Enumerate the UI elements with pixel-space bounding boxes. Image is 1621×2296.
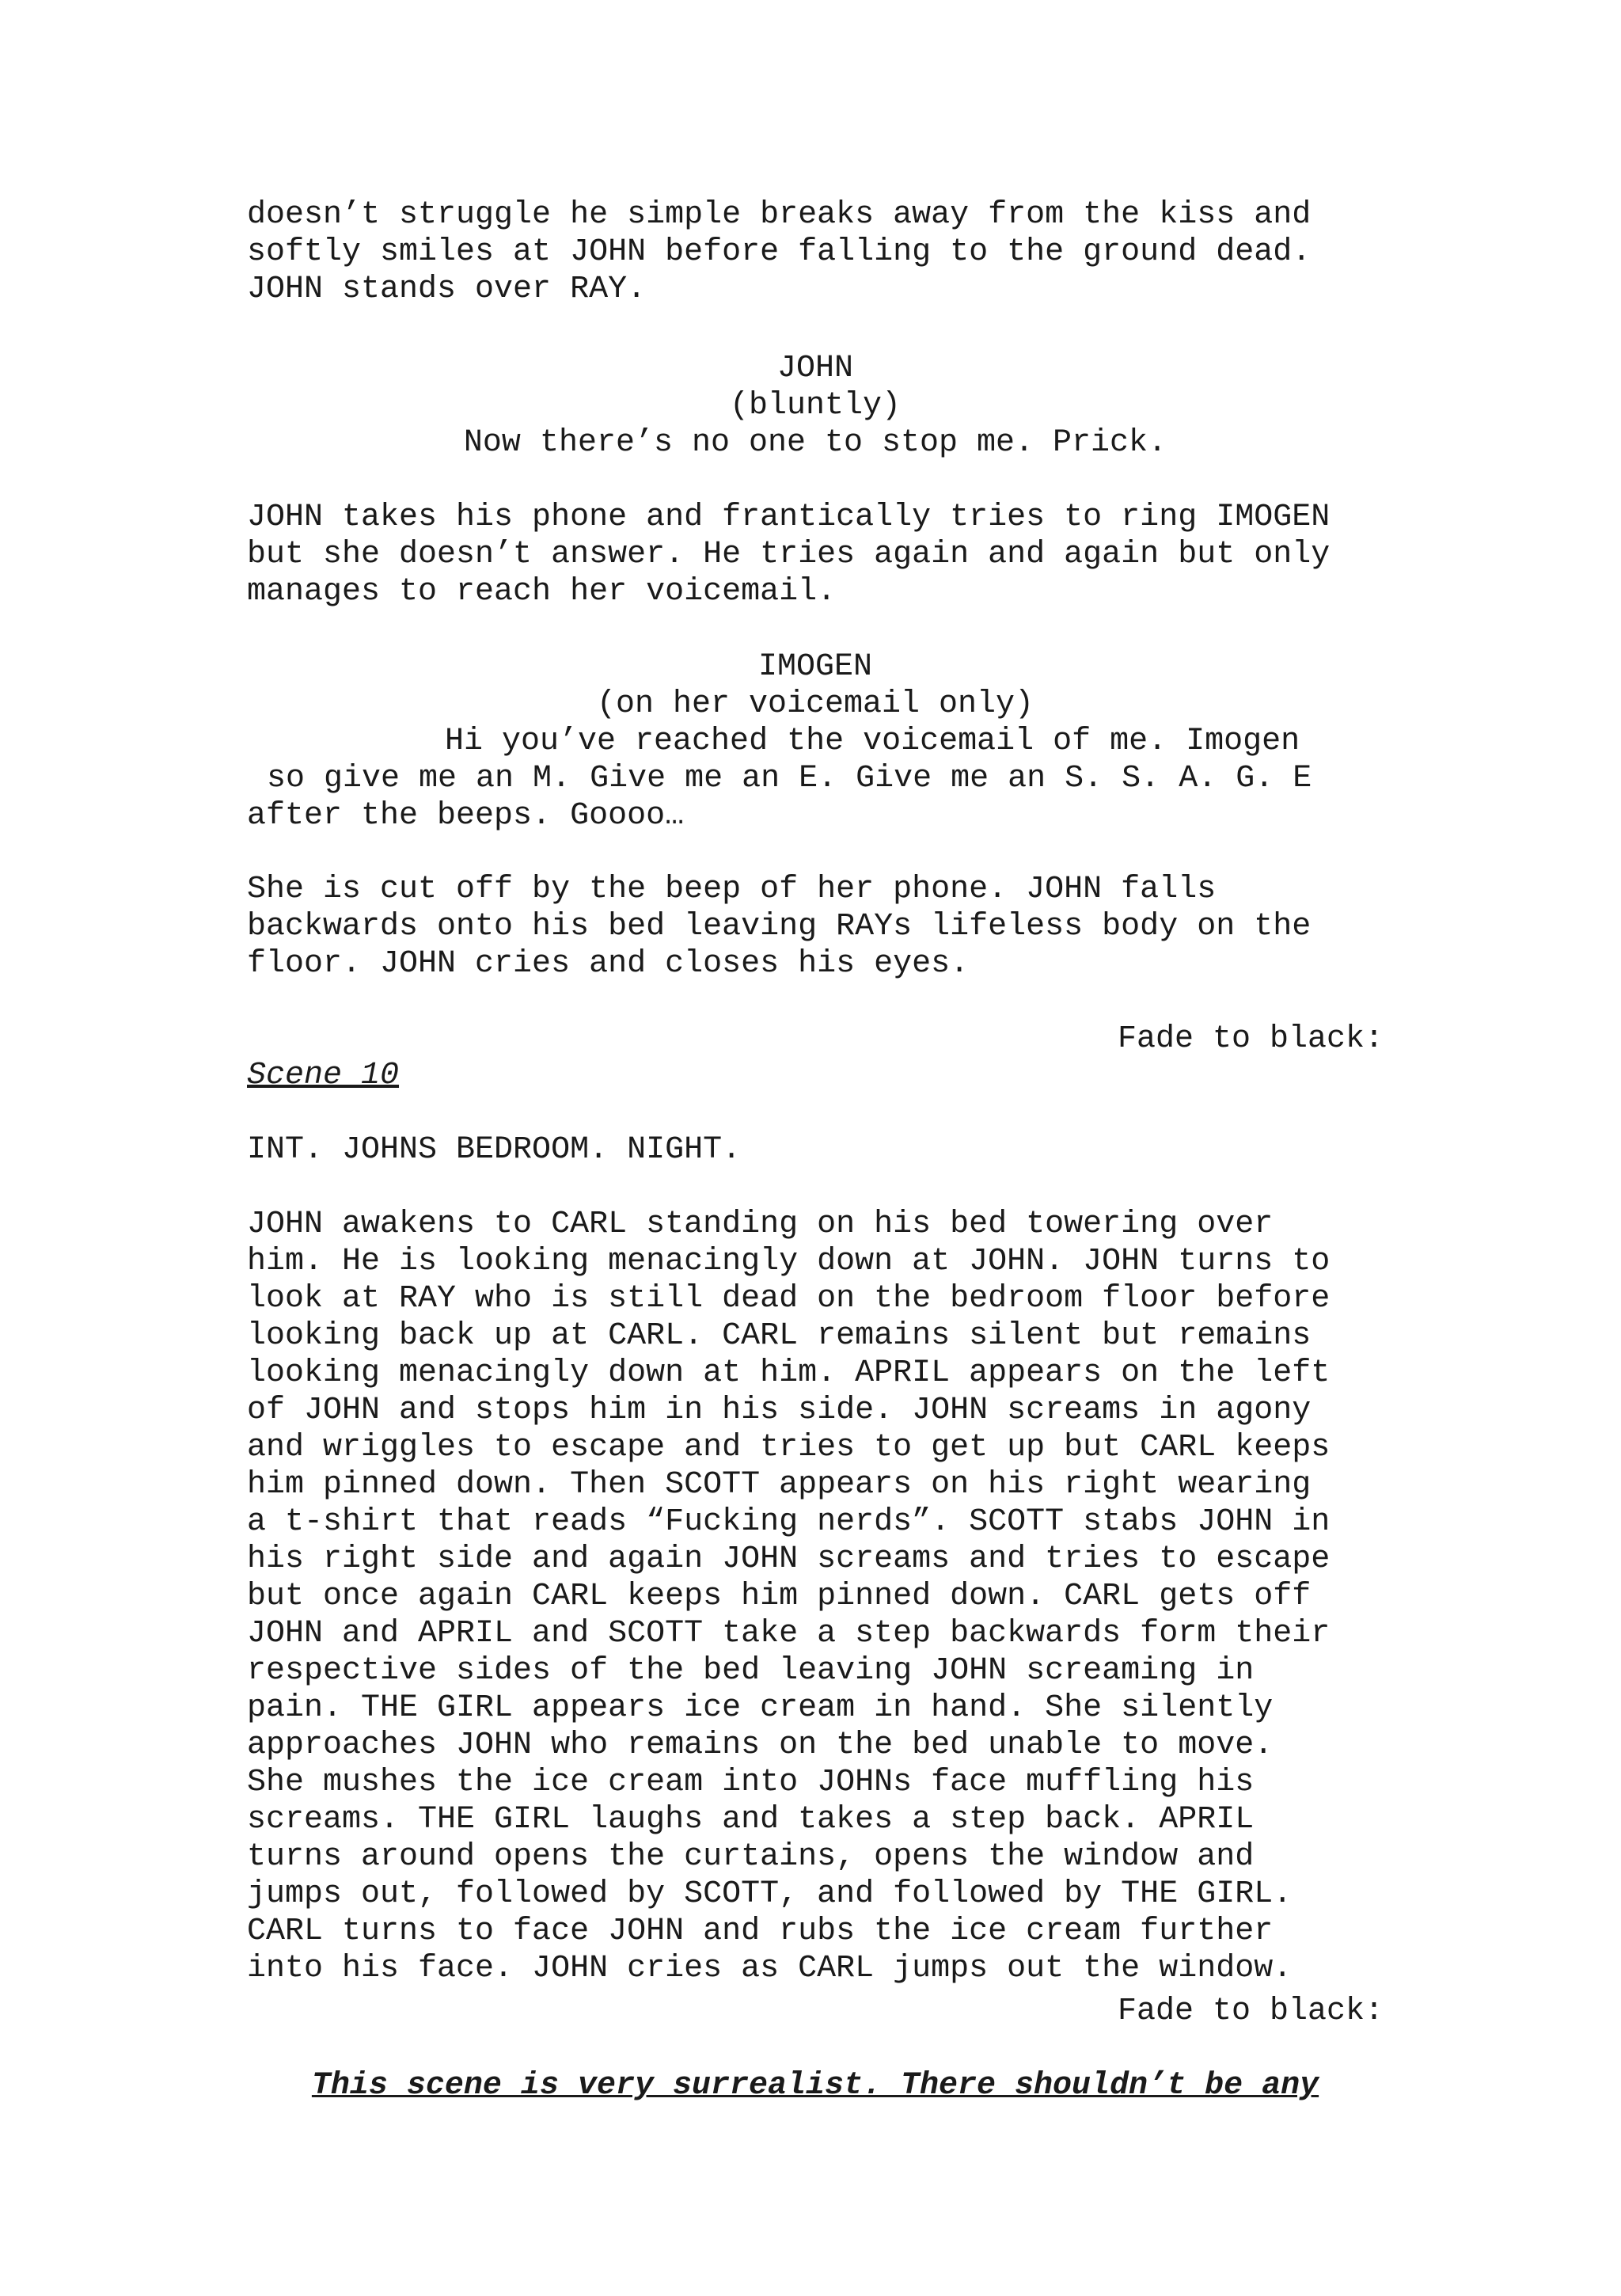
character-cue-imogen: IMOGEN [757,649,873,685]
action-opening: doesn’t struggle he simple breaks away from the kiss and softly smiles at JOHN before falling to the ground dead. JOHN stands over RAY. [247,197,1312,307]
transition-fade-1: Fade to black: [1117,1021,1384,1057]
slugline: INT. JOHNS BEDROOM. NIGHT. [247,1132,742,1168]
director-note: This scene is very surrealist. There shouldn’t be any [311,2068,1319,2104]
action-beep: She is cut off by the beep of her phone. JOHN falls backwards onto his bed leaving RAYs lifeless body on the floor. JOHN cries and closes his eyes. [247,872,1312,982]
parenthetical-john: (bluntly) [729,388,902,424]
action-scene-10: JOHN awakens to CARL standing on his bed towering over him. He is looking menacingly down at JOHN. JOHN turns to look at RAY who is still dead on the bedroom floor before looking back up at CARL. CARL remains silent but remains looking menacingly down at him. APRIL appears on the left of JOHN and stops him in his side. JOHN screams in agony and wriggles to escape and tries to get up but CARL keeps him pinned down. Then SCOTT appears on his right wearing a t-shirt that reads “Fucking nerds”. SCOTT stabs JOHN in his right side and again JOHN screams and tries to escape but once again CARL keeps him pinned down. CARL gets off JOHN and APRIL and SCOTT take a step backwards form their respective sides of the bed leaving JOHN screaming in pain. THE GIRL appears ice cream in hand. She silently approaches JOHN who remains on the bed unable to move. She mushes the ice cream into JOHNs face muffling his screams. THE GIRL laughs and takes a step back. APRIL turns around opens the curtains, opens the window and jumps out, followed by SCOTT, and followed by THE GIRL. CARL turns to face JOHN and rubs the ice cream further into his face. JOHN cries as CARL jumps out the window. [247,1207,1331,1986]
parenthetical-imogen: (on her voicemail only) [596,686,1034,722]
dialogue-imogen-line-1: Hi you’ve reached the voicemail of me. Imogen [445,724,1300,759]
action-phone: JOHN takes his phone and frantically tries to ring IMOGEN but she doesn’t answer. He tries again and again but only manages to reach her voicemail. [247,500,1331,610]
dialogue-imogen-line-3: after the beeps. Goooo… [247,798,685,834]
dialogue-john: Now there’s no one to stop me. Prick. [463,425,1167,461]
character-cue-john: JOHN [776,351,853,386]
scene-heading: Scene 10 [247,1058,400,1093]
transition-fade-2: Fade to black: [1117,1994,1384,2029]
dialogue-imogen-line-2: so give me an M. Give me an E. Give me an S. S. A. G. E [267,761,1312,796]
